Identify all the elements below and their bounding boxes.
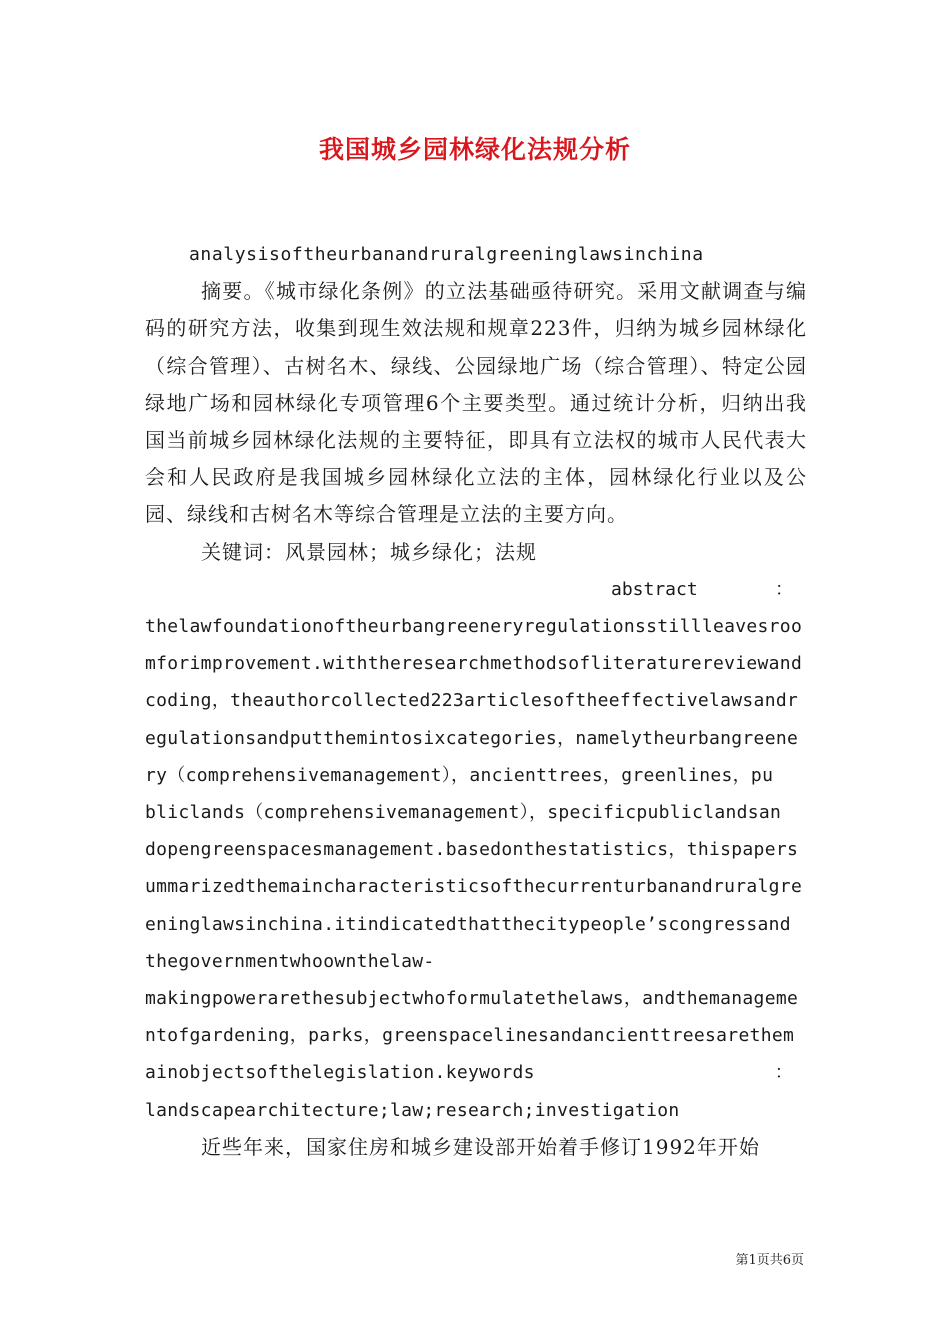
abstract-line: eninglawsinchina.itindicatedthatthecitypeople’scongressand (145, 913, 791, 935)
abstract-line: thelawfoundationoftheurbangreeneryregulationsstillleavesroo (145, 616, 803, 638)
keywords-chinese: 关键词：风景园林；城乡绿化；法规 (201, 539, 537, 564)
english-title: analysisoftheurbanandruralgreeninglawsinchina (189, 244, 704, 265)
abstract-line: dopengreenspacesmanagement.basedonthestatistics，thispapers (145, 839, 799, 861)
abstract-english-label: abstract (611, 578, 698, 600)
abstract-line: ry（comprehensivemanagement），ancienttrees，greenlines，pu (145, 764, 774, 786)
abstract-keywords-label-line (145, 1054, 807, 1091)
abstract-english-colon: ： (775, 578, 793, 600)
abstract-line: coding，theauthorcollected223articlesoftheeffectivelawsandr (145, 690, 799, 712)
abstract-line: ntofgardening，parks，greenspacelinesandancienttreesarethem (145, 1025, 795, 1047)
body-paragraph: 近些年来，国家住房和城乡建设部开始着手修订1992年开始 (201, 1134, 760, 1159)
document-title: 我国城乡园林绿化法规分析 (318, 135, 631, 164)
document-body (145, 236, 807, 1166)
abstract-line: ummarizedthemaincharacteristicsofthecurrenturbanandruralgre (145, 876, 803, 898)
abstract-line: thegovernmentwhoownthelaw- (145, 950, 435, 972)
abstract-english-heading (145, 571, 807, 608)
abstract-chinese: 摘要。《城市绿化条例》的立法基础亟待研究。采用文献调查与编码的研究方法，收集到现生效法规和规章223件，归纳为城乡园林绿化（综合管理）、古树名木、绿线、公园绿地广场（综合管理）、特定公园绿地广场和园林绿化专项管理6个主要类型。通过统计分析，归纳出我国当前城乡园林绿化法规的主要特征，即具有立法权的城市人民代表大会和人民政府是我国城乡园林绿化立法的主体，园林绿化行业以及公园、绿线和古树名木等综合管理是立法的主要方向。 (145, 279, 807, 527)
keywords-english: landscapearchitecture;law;research;investigation (145, 1099, 680, 1121)
keywords-colon: ： (774, 1062, 793, 1084)
abstract-line: bliclands（comprehensivemanagement），specificpubliclandsan (145, 802, 782, 824)
abstract-line: makingpowerarethesubjectwhoformulatethelaws，andthemanageme (145, 988, 799, 1010)
page-footer: 第1页共6页 (735, 1253, 804, 1268)
abstract-english (145, 608, 807, 1129)
abstract-line: egulationsandputthemintosixcategories，namelytheurbangreene (145, 727, 799, 749)
abstract-line: mforimprovement.withtheresearchmethodsofliteraturereviewand (145, 653, 803, 675)
abstract-line: ainobjectsofthelegislation.keywords (145, 1062, 535, 1084)
